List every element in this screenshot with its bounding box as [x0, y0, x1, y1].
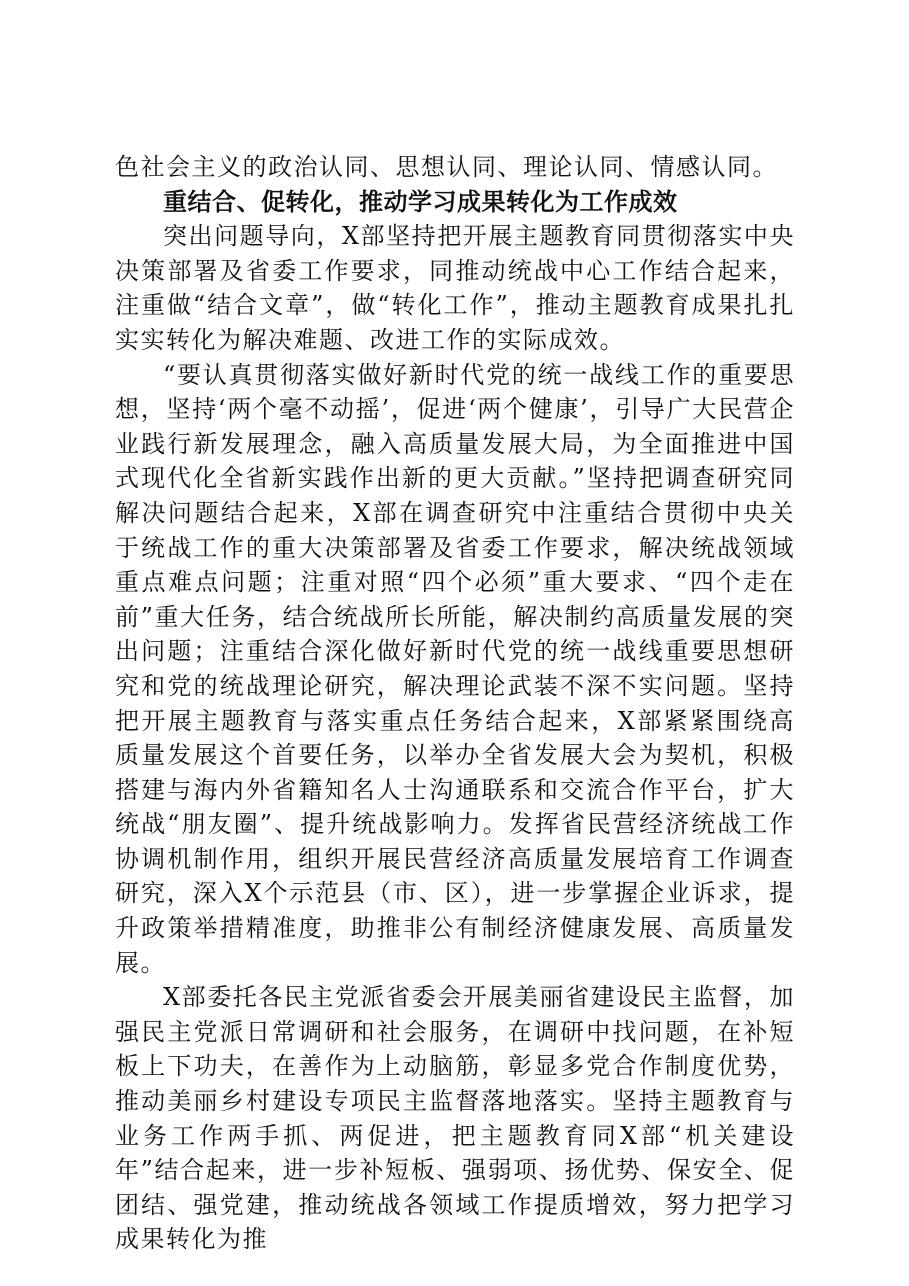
paragraph: X部委托各民主党派省委会开展美丽省建设民主监督，加强民主党派日常调研和社会服务，在调研中找问题，在补短板上下功夫，在善作为上动脑筋，彰显多党合作制度优势，推动美丽乡村建设专项民主监督落地落实。坚持主题教育与业务工作两手抓、两促进，把主题教育同X部“机关建设年”结合起来，进一步补短板、强弱项、扬优势、保安全、促团结、强党建，推动统战各领域工作提质增效，努力把学习成果转化为推 — [115, 983, 795, 1254]
section-heading: 重结合、促转化，推动学习成果转化为工作成效 — [163, 187, 678, 216]
paragraph: 突出问题导向，X部坚持把开展主题教育同贯彻落实中央决策部署及省委工作要求，同推动统战中心工作结合起来，注重做“结合文章”，做“转化工作”，推动主题教育成果扎扎实实转化为解决难题、改进工作的实际成效。 — [115, 222, 795, 354]
paragraph: “要认真贯彻落实做好新时代党的统一战线工作的重要思想，坚持‘两个毫不动摇’，促进‘两个健康’，引导广大民营企业践行新发展理念，融入高质量发展大局，为全面推进中国式现代化全省新实践作出新的更大贡献。”坚持把调查研究同解决问题结合起来，X部在调查研究中注重结合贯彻中央关于统战工作的重大决策部署及省委工作要求，解决统战领域重点难点问题；注重对照“四个必须”重大要求、“四个走在前”重大任务，结合统战所长所能，解决制约高质量发展的突出问题；注重结合深化做好新时代党的统一战线重要思想研究和党的统战理论研究，解决理论武装不深不实问题。坚持把开展主题教育与落实重点任务结合起来，X部紧紧围绕高质量发展这个首要任务，以举办全省发展大会为契机，积极搭建与海内外省籍知名人士沟通联系和交流合作平台，扩大统战“朋友圈”、提升统战影响力。发挥省民营经济统战工作协调机制作用，组织开展民营经济高质量发展培育工作调查研究，深入X个示范县（市、区），进一步掌握企业诉求，提升政策举措精准度，助推非公有制经济健康发展、高质量发展。 — [115, 360, 795, 977]
document-body — [115, 150, 795, 1257]
paragraph-continued: 色社会主义的政治认同、思想认同、理论认同、情感认同。 — [115, 153, 778, 181]
